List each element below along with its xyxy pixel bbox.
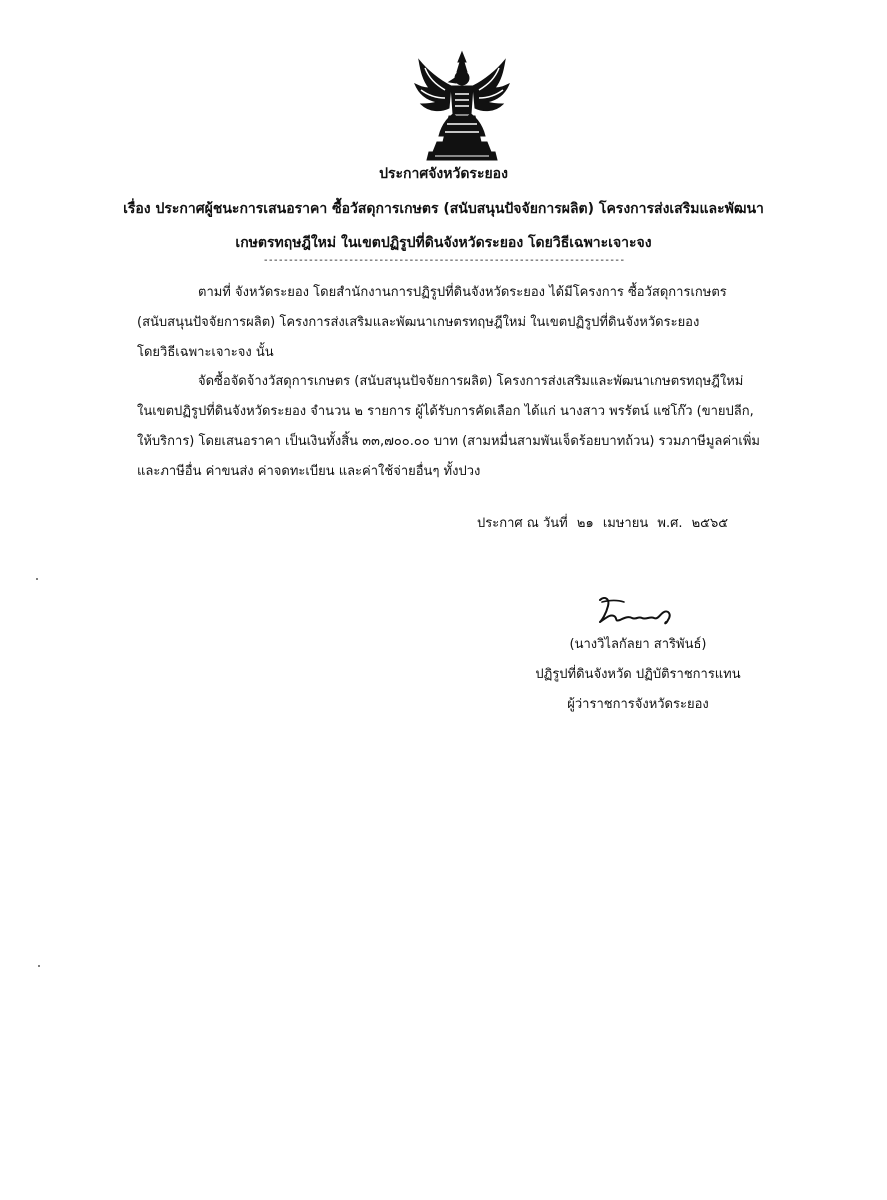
paragraph-line: จัดซื้อจัดจ้างวัสดุการเกษตร (สนับสนุนปัจจัยการผลิต) โครงการส่งเสริมและพัฒนาเกษตรทฤษฎีใหม่ [198,374,744,389]
paragraph-line: โดยวิธีเฉพาะเจาะจง นั้น [137,345,274,360]
handwritten-signature-icon [588,592,684,628]
paragraph-line: ตามที่ จังหวัดระยอง โดยสำนักงานการปฏิรูปที่ดินจังหวัดระยอง ได้มีโครงการ ซื้อวัสดุการเกษตร [198,285,727,300]
paragraph-award [137,367,812,487]
scan-speck [38,965,40,967]
announcement-title: ประกาศจังหวัดระยอง [379,166,508,182]
date-day: ๒๑ [576,516,594,531]
divider-line: ------------------------------------------------------------------------ [262,255,625,266]
date-era: พ.ศ. [657,516,683,531]
paragraph-line: และภาษีอื่น ค่าขนส่ง ค่าจดทะเบียน และค่าใช้จ่ายอื่นๆ ทั้งปวง [137,464,481,479]
date-month: เมษายน [602,516,649,531]
paragraph-line: (สนับสนุนปัจจัยการผลิต) โครงการส่งเสริมและพัฒนาเกษตรทฤษฎีใหม่ ในเขตปฏิรูปที่ดินจังหวัดระยอง [137,315,700,330]
announcement-date [477,511,733,537]
signature-block [470,630,806,720]
paragraph-line: ในเขตปฏิรูปที่ดินจังหวัดระยอง จำนวน ๒ รายการ ผู้ได้รับการคัดเลือก ได้แก่ นางสาว พรรัตน์ แซ่โก๊ว (ขายปลีก, [137,404,754,419]
signatory-name: (นางวิไลกัลยา สาริพันธ์) [569,637,707,652]
paragraph-line: ให้บริการ) โดยเสนอราคา เป็นเงินทั้งสิ้น ๓๓,๗๐๐.๐๐ บาท (สามหมื่นสามพันเจ็ดร้อยบาทถ้วน) รวมภาษีมูลค่าเพิ่ม [137,434,760,449]
subject-line-1: เรื่อง ประกาศผู้ชนะการเสนอราคา ซื้อวัสดุการเกษตร (สนับสนุนปัจจัยการผลิต) โครงการส่งเสริมและพัฒนา [123,201,764,217]
paragraph-background [137,278,812,368]
scan-speck [36,578,38,580]
announcement-subject [60,192,827,260]
garuda-emblem-icon [411,50,513,162]
signatory-position: ปฏิรูปที่ดินจังหวัด ปฏิบัติราชการแทน [535,667,741,682]
date-prefix: ประกาศ ณ วันที่ [477,516,568,531]
date-year: ๒๕๖๕ [691,516,729,531]
signatory-on-behalf: ผู้ว่าราชการจังหวัดระยอง [567,697,709,712]
subject-line-2: เกษตรทฤษฎีใหม่ ในเขตปฏิรูปที่ดินจังหวัดระยอง โดยวิธีเฉพาะเจาะจง [235,235,652,251]
